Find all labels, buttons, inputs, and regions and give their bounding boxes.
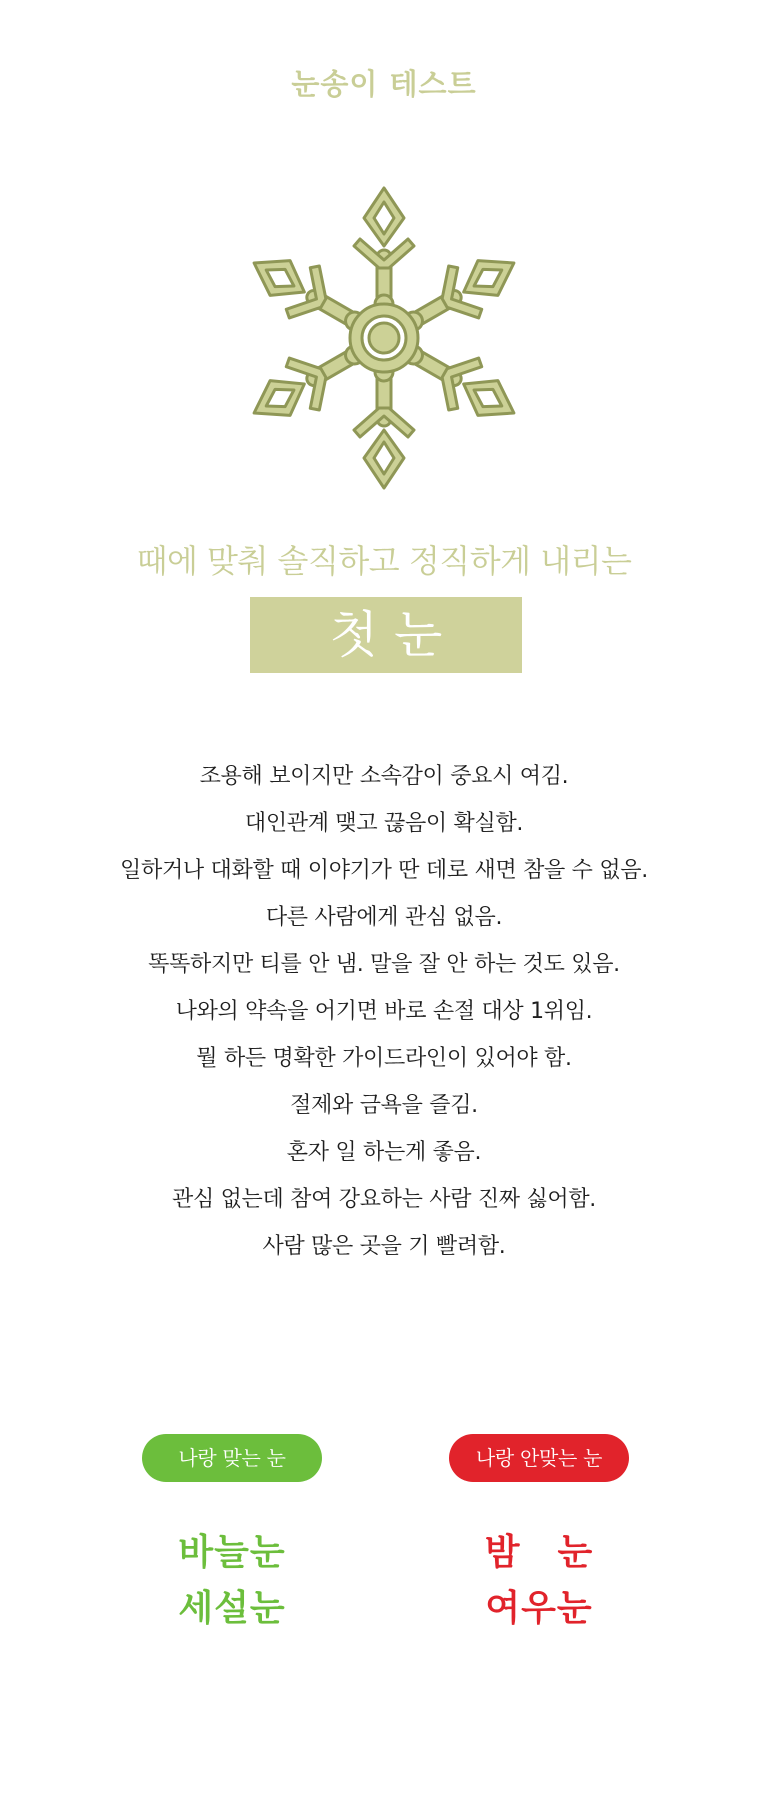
bad-match-list	[449, 1524, 629, 1636]
description-line: 사람 많은 곳을 기 빨려함.	[262, 1234, 506, 1259]
good-match-list	[142, 1524, 322, 1636]
result-box	[250, 597, 522, 673]
description-line: 나와의 약속을 어기면 바로 손절 대상 1위임.	[175, 999, 593, 1024]
good-match-section	[142, 1434, 322, 1636]
description-list	[0, 753, 768, 1270]
good-match-item: 바늘눈	[178, 1531, 286, 1573]
bad-match-section	[449, 1434, 629, 1636]
description-line: 혼자 일 하는게 좋음.	[286, 1140, 482, 1165]
description-line: 절제와 금욕을 즐김.	[290, 1093, 478, 1118]
result-subtitle: 때에 맞춰 솔직하고 정직하게 내리는	[136, 542, 632, 580]
good-match-badge: 나랑 맞는 눈	[142, 1434, 322, 1482]
description-line: 똑똑하지만 티를 안 냄. 말을 잘 안 하는 것도 있음.	[148, 952, 620, 977]
description-line: 대인관계 맺고 끊음이 확실함.	[244, 811, 524, 836]
description-line: 조용해 보이지만 소속감이 중요시 여김.	[199, 764, 569, 789]
good-match-item: 세설눈	[178, 1587, 286, 1629]
result-name: 첫눈	[329, 606, 459, 664]
bad-match-item: 여우눈	[485, 1587, 593, 1629]
snowflake-icon	[248, 186, 520, 490]
description-line: 다른 사람에게 관심 없음.	[265, 905, 503, 930]
description-line: 일하거나 대화할 때 이야기가 딴 데로 새면 참을 수 없음.	[120, 858, 648, 883]
bad-match-badge: 나랑 안맞는 눈	[449, 1434, 629, 1482]
description-line: 관심 없는데 참여 강요하는 사람 진짜 싫어함.	[172, 1187, 596, 1212]
bad-match-item: 밤 눈	[484, 1531, 594, 1573]
app-title: 눈송이 테스트	[291, 67, 477, 101]
description-line: 뭘 하든 명확한 가이드라인이 있어야 함.	[196, 1046, 572, 1071]
